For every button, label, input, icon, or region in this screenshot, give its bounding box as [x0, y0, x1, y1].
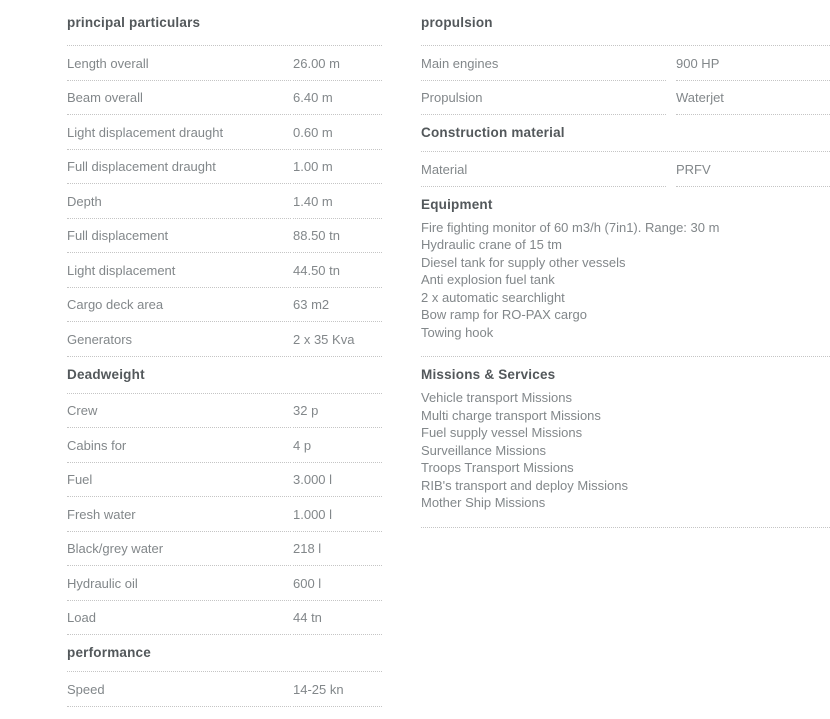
spec-value: 63 m2: [293, 288, 382, 323]
feature-item: Diesel tank for supply other vessels: [421, 254, 626, 270]
feature-item: Troops Transport Missions: [421, 460, 574, 475]
spec-value: 44 tn: [293, 601, 382, 636]
spec-label: Generators: [67, 322, 291, 357]
spec-value: 2 x 35 Kva: [293, 322, 382, 357]
spec-row-generators: [67, 322, 382, 357]
spec-value: PRFV: [676, 152, 830, 187]
section-heading-propulsion: propulsion: [421, 12, 830, 46]
feature-item: Fire fighting monitor of 60 m3/h (7in1). Range: 30 m: [421, 219, 720, 235]
right-column: [421, 12, 830, 707]
feature-item: Towing hook: [421, 324, 494, 340]
spec-row-cargo-deck-area: [67, 288, 382, 323]
feature-item: Hydraulic crane of 15 tm: [421, 237, 562, 252]
spec-row-full-displacement-draught: [67, 150, 382, 185]
feature-list-missions-services: [421, 389, 830, 528]
spec-value: 4 p: [293, 428, 382, 463]
spec-value: 88.50 tn: [293, 219, 382, 254]
spec-label: Cargo deck area: [67, 288, 291, 323]
spec-label: Material: [421, 152, 666, 187]
feature-item: Vehicle transport Missions: [421, 390, 573, 405]
section-heading-deadweight: Deadweight: [67, 357, 382, 394]
spec-row-light-displacement: [67, 253, 382, 288]
spec-label: Full displacement draught: [67, 150, 291, 185]
spec-label: Propulsion: [421, 81, 666, 116]
feature-item: Mother Ship Missions: [421, 495, 546, 510]
spec-row-fresh-water: [67, 497, 382, 532]
section-heading-performance: performance: [67, 635, 382, 672]
spec-label: Depth: [67, 184, 291, 219]
spec-value: 6.40 m: [293, 81, 382, 116]
spec-value: 14-25 kn: [293, 672, 382, 707]
spec-value: 900 HP: [676, 46, 830, 81]
feature-item: 2 x automatic searchlight: [421, 289, 565, 305]
spec-value: 1.000 l: [293, 497, 382, 532]
spec-label: Beam overall: [67, 81, 291, 116]
section-deadweight: [67, 357, 382, 636]
spec-row-cabins-for: [67, 428, 382, 463]
spec-row-fuel: [67, 463, 382, 498]
spec-label: Light displacement: [67, 253, 291, 288]
spec-row-beam-overall: [67, 81, 382, 116]
section-construction-material: [421, 115, 830, 187]
section-performance: [67, 635, 382, 707]
spec-value: 3.000 l: [293, 463, 382, 498]
section-heading-principal-particulars: principal particulars: [67, 12, 382, 46]
feature-item: Multi charge transport Missions: [421, 407, 601, 423]
spec-row-full-displacement: [67, 219, 382, 254]
spec-label: Load: [67, 601, 291, 636]
spec-row-load: [67, 601, 382, 636]
spec-row-material: [421, 152, 830, 187]
spec-row-propulsion: [421, 81, 830, 116]
spec-row-hydraulic-oil: [67, 566, 382, 601]
spec-row-light-displacement-draught: [67, 115, 382, 150]
section-heading-equipment: Equipment: [421, 196, 493, 212]
section-heading-missions-services: Missions & Services: [421, 367, 556, 382]
spec-value: 44.50 tn: [293, 253, 382, 288]
spec-label: Fresh water: [67, 497, 291, 532]
spec-value: 600 l: [293, 566, 382, 601]
feature-item: Bow ramp for RO-PAX cargo: [421, 307, 587, 322]
spec-value: 1.00 m: [293, 150, 382, 185]
feature-item: Fuel supply vessel Missions: [421, 425, 583, 440]
spec-row-speed: [67, 672, 382, 707]
spec-label: Full displacement: [67, 219, 291, 254]
spec-label: Cabins for: [67, 428, 291, 463]
spec-row-crew: [67, 394, 382, 429]
spec-value: 0.60 m: [293, 115, 382, 150]
spec-row-length-overall: [67, 46, 382, 81]
spec-label: Crew: [67, 394, 291, 429]
section-propulsion: [421, 12, 830, 115]
section-principal-particulars: [67, 12, 382, 357]
spec-label: Light displacement draught: [67, 115, 291, 150]
feature-list-equipment: [421, 219, 830, 358]
left-column: [67, 12, 382, 707]
section-missions-services: [421, 357, 830, 528]
spec-value: 32 p: [293, 394, 382, 429]
section-equipment: [421, 187, 830, 358]
spec-value: 1.40 m: [293, 184, 382, 219]
feature-item: Surveillance Missions: [421, 442, 546, 458]
spec-value: 218 l: [293, 532, 382, 567]
spec-label: Fuel: [67, 463, 291, 498]
spec-row-black-grey-water: [67, 532, 382, 567]
section-heading-construction-material: Construction material: [421, 115, 830, 152]
feature-item: RIB's transport and deploy Missions: [421, 477, 628, 493]
spec-row-depth: [67, 184, 382, 219]
spec-value: 26.00 m: [293, 46, 382, 81]
feature-item: Anti explosion fuel tank: [421, 272, 555, 287]
spec-label: Black/grey water: [67, 532, 291, 567]
spec-value: Waterjet: [676, 81, 830, 116]
spec-label: Hydraulic oil: [67, 566, 291, 601]
spec-label: Speed: [67, 672, 291, 707]
spec-row-main-engines: [421, 46, 830, 81]
spec-label: Length overall: [67, 46, 291, 81]
spec-label: Main engines: [421, 46, 666, 81]
